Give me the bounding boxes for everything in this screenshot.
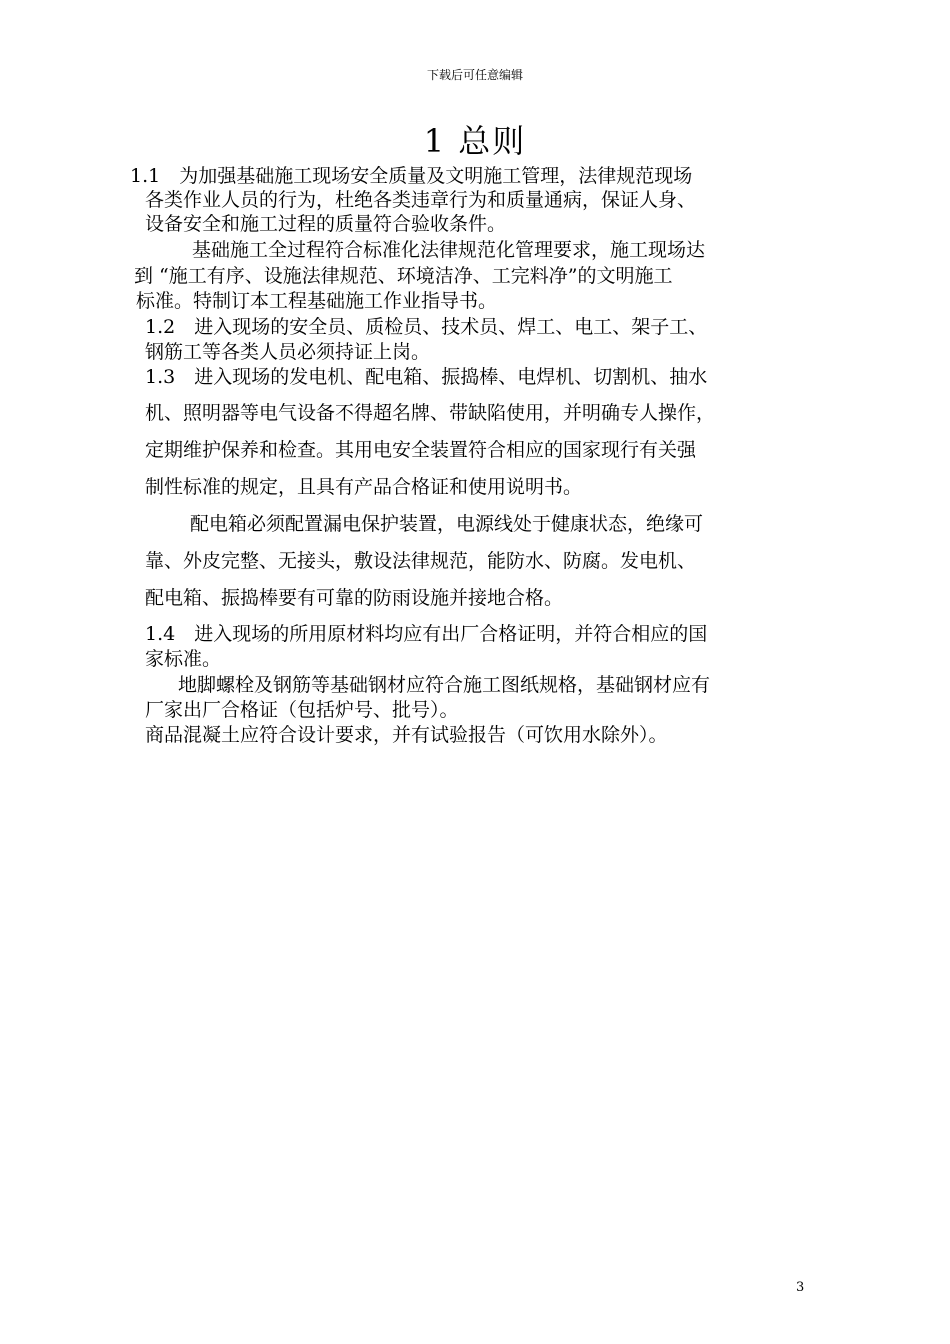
text-line: 1.2 进入现场的安全员、质检员、技术员、焊工、电工、架子工、 (145, 316, 708, 338)
text-line: 各类作业人员的行为，杜绝各类违章行为和质量通病，保证人身、 (145, 189, 697, 211)
text-line: 基础施工全过程符合标准化法律规范化管理要求，施工现场达 (192, 239, 706, 261)
text-line: 商品混凝土应符合设计要求，并有试验报告（可饮用水除外）。 (145, 724, 668, 746)
text-line: 到 “施工有序、设施法律规范、环境洁净、工完料净”的文明施工 (134, 265, 673, 287)
text-line: 配电箱、振捣棒要有可靠的防雨设施并接地合格。 (145, 587, 564, 609)
text-line: 标准。特制订本工程基础施工作业指导书。 (136, 290, 498, 312)
text-line: 机、照明器等电气设备不得超名牌、带缺陷使用，并明确专人操作， (145, 402, 716, 424)
text-line: 厂家出厂合格证（包括炉号、批号）。 (145, 699, 459, 721)
text-line: 1.1 为加强基础施工现场安全质量及文明施工管理，法律规范现场 (130, 165, 693, 187)
text-line: 1.3 进入现场的发电机、配电箱、振捣棒、电焊机、切割机、抽水 (145, 366, 708, 388)
text-line: 定期维护保养和检查。其用电安全装置符合相应的国家现行有关强 (145, 439, 697, 461)
text-line: 家标准。 (145, 648, 222, 670)
text-line: 1.4 进入现场的所用原材料均应有出厂合格证明，并符合相应的国 (145, 623, 708, 645)
page-title: 1 总则 (423, 122, 527, 160)
page-number: 3 (796, 1280, 805, 1295)
text-line: 制性标准的规定，且具有产品合格证和使用说明书。 (145, 476, 583, 498)
text-line: 钢筋工等各类人员必须持证上岗。 (145, 341, 431, 363)
text-line: 设备安全和施工过程的质量符合验收条件。 (145, 213, 507, 235)
text-line: 靠、外皮完整、无接头，敷设法律规范，能防水、防腐。发电机、 (145, 550, 697, 572)
page-header: 下载后可任意编辑 (426, 68, 523, 82)
text-line: 地脚螺栓及钢筋等基础钢材应符合施工图纸规格，基础钢材应有 (178, 674, 711, 696)
text-line: 配电箱必须配置漏电保护装置，电源线处于健康状态，绝缘可 (190, 513, 704, 535)
